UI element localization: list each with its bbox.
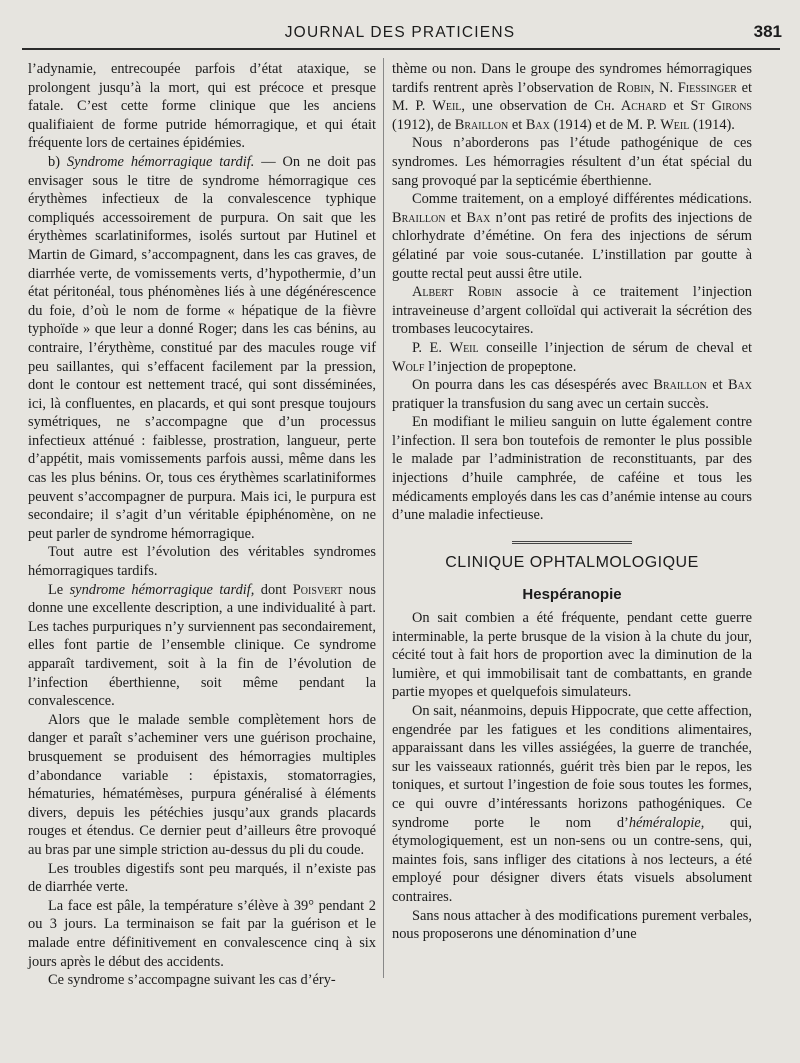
author-name: Weil [432, 98, 462, 115]
paragraph: Nous n’aborderons pas l’étude pathogénique de ces syndromes. Les hémorragies résultent d’un état spécial du sang provoqué par la septicémie éberthienne. [392, 135, 752, 189]
term: héméralopie, [628, 814, 705, 831]
page-header [0, 18, 800, 48]
section-divider [512, 541, 632, 544]
text: et [445, 209, 467, 226]
author-name: Robin [616, 79, 651, 96]
text: qui, étymologiquement, est un non-sens ou un contre-sens, qui, maintes fois, sans infliger des citations à nos lecteurs, a été employé pour désigner divers états visuels absolument contraires. [392, 814, 752, 905]
author-name: Poisvert [292, 581, 343, 598]
paragraph: On sait combien a été fréquente, pendant cette guerre interminable, la perte brusque de la vision à la chute du jour, cécité tout à fait hors de proportion avec la diminution de la lumière, et qui immobilisait tant de combattants, en grande partie myopes et quelquefois simulateurs. [392, 610, 752, 701]
header-rule [22, 48, 780, 50]
text: nous donne une excellente description, a une individualité à part. Les taches purpuriques n’y surviennent pas secondairement, elles font partie de l’ensemble clinique. Ce syndrome apparaît tardivement, soit à la fin de l’évolution de l’infection éberthienne, soit même pendant la convalescence. [28, 581, 376, 710]
author-name: Braillon [454, 116, 509, 133]
paragraph-transfusion [392, 376, 752, 413]
text: , N. [650, 79, 678, 96]
inline-title: syndrome hémorragique tardif, [69, 581, 255, 598]
text: et [508, 116, 526, 133]
paragraph-treatment [392, 190, 752, 283]
text: On sait, néanmoins, depuis Hippocrate, que cette affection, engendrée par les fatigues et les conditions alimentaires, apparaissant dans les villes assiégées, la guerre de tranchée, sur les vaisseaux rationnés, guérit très bien par le repos, les toniques, et surtout l’ingestion de foie sous toutes les formes, ce qui ouvre d’intéressants horizons pathogéniques. Ce syndrome porte le nom d’ [392, 703, 752, 831]
subsection-title: Syndrome hémorragique tardif. [66, 153, 255, 170]
text: (1914). [689, 116, 735, 133]
page-number: 381 [753, 22, 782, 41]
paragraph-poisvert [28, 581, 376, 711]
paragraph-text: — On ne doit pas envisager sous le titre de syndrome hémorragique ces érythèmes infectieux de la convalescence typhique compliqués accessoirement de purpura. On sait que les érythèmes scarlatiniformes, isolés surtout par Hutinel et Martin de Gimard, s’accompagnent, dans les cas graves, de diarrhée verte, de vomissements verts, d’hypothermie, d’un état péritonéal, tous phénomènes liés à une dégénérescence du foie, d’où le nom de forme « hépatique de la fièvre typhoïde » que leur a donné Roger; dans les cas bénins, au contraire, l’érythème, constitué par des macules rouge vif peu saillantes, qui s’effacent facilement par la pression, dont le contour est nettement tracé, qui sont disséminées, ici, là confluentes, en placards, et qui sont presque toujours symétriques, ne s’accompagne que d’un processus infectieux atténué : faiblesse, prostration, langueur, perte d’appétit, mais vomissements parfois aussi, même dans les cas les plus bénins. Or, tous ces érythèmes scarlatiniformes peuvent s’accompagner de purpura. Mais ici, le purpura est secondaire; il s’agit d’un véritable épiphénomène, on ne peut parler de syndrome hémorragique. [28, 153, 376, 542]
author-name: Braillon [653, 377, 707, 394]
left-column [28, 60, 376, 990]
text: thème ou non. Dans le groupe des syndromes hémorragiques tardifs rentrent après l’observation de [392, 61, 752, 96]
paragraph: La face est pâle, la température s’élève à 39° pendant 2 ou 3 jours. La terminaison se fait par la guérison et le malade entre définitivement en convalescence cinq à six jours après le début des accidents. [28, 897, 376, 970]
text: Comme traitement, on a employé différentes médications. [412, 191, 752, 208]
article-title: Hespéranopie [522, 586, 622, 604]
text: On pourra dans les cas désespérés avec [412, 377, 654, 394]
paragraph: Les troubles digestifs sont peu marqués, il n’existe pas de diarrhée verte. [28, 860, 376, 896]
author-name: Wolf [392, 358, 425, 375]
text: associe à ce traitement l’injection intraveineuse d’argent colloïdal qui activerait la sécrétion des trombases leucocytaires. [392, 284, 752, 338]
text: n’ont pas retiré de profits des injections de chlorhydrate d’émétine. On fera des injections de sérum gélatiné par voie sous-cutanée. L’instillation par goutte à goutte rectal peut aussi être utile. [392, 209, 752, 282]
text: (1914) et de M. P. [549, 116, 661, 133]
paragraph: Alors que le malade semble complètement hors de danger et paraît s’acheminer vers une guérison prochaine, brusquement se produisent des hémorragies multiples d’abondance variable : épistaxis, stomatorragies, hématuries, hématémèses, purpura généralisé à éléments divers, depuis les pétéchies jusqu’aux grands placards rouges et étendus. Ce dernier peut d’ailleurs être provoqué au bras par une simple striction au-dessus du pli du coude. [28, 711, 376, 858]
paragraph-observations [392, 60, 752, 134]
author-name: Weil [449, 339, 479, 356]
paragraph-albert-robin [392, 283, 752, 339]
paragraph: Sans nous attacher à des modifications purement verbales, nous proposerons une dénomination d’une [392, 907, 752, 943]
item-label: b) [48, 153, 60, 170]
author-name: Bax [525, 116, 550, 133]
paragraph-weil [392, 339, 752, 376]
text: , une observation de [461, 98, 595, 115]
paragraph: l’adynamie, entrecoupée parfois d’état ataxique, se prolongent jusqu’à la mort, qui est précoce et presque fatale. C’est cette forme clinique que les anciens qualifiaient de forme putride hémorragique, et qui était fréquente lors de certaines épidémies. [28, 61, 376, 152]
text: Le [48, 581, 70, 598]
text: conseille l’injection de sérum de cheval et [478, 339, 752, 356]
text: et M. P. [392, 79, 752, 115]
text: pratiquer la transfusion du sang avec un certain succès. [392, 395, 709, 412]
paragraph: Ce syndrome s’accompagne suivant les cas d’éry- [48, 972, 336, 989]
running-title: JOURNAL DES PRATICIENS [284, 24, 516, 41]
text: (1912), de [392, 116, 455, 133]
author-name: Albert Robin [412, 284, 502, 301]
section-title: CLINIQUE OPHTALMOLOGIQUE [445, 553, 699, 571]
author-name: Fiessinger [677, 79, 737, 96]
text: et [666, 98, 691, 115]
paragraph: Tout autre est l’évolution des véritables syndromes hémorragiques tardifs. [28, 544, 376, 580]
author-name: Bax [727, 377, 752, 394]
author-name: Braillon [392, 209, 446, 226]
column-divider [383, 58, 384, 978]
text: dont [254, 581, 293, 598]
text: l’injection de propeptone. [424, 358, 577, 375]
text: et [706, 377, 728, 394]
text: P. E. [412, 339, 450, 356]
paragraph-hemeralopie [392, 702, 752, 907]
author-name: St Girons [690, 98, 752, 115]
paragraph: En modifiant le milieu sanguin on lutte également contre l’infection. Il sera bon toutefois de remonter le plus possible le malade par l’administration de reconstituants, par des injections d’huile camphrée, de caféine et tous les médicaments employés dans les cas d’anémie intense au cours d’une maladie infectieuse. [392, 414, 752, 524]
paragraph-syndrome-tardif [28, 153, 376, 543]
right-column [392, 60, 752, 944]
author-name: Bax [466, 209, 491, 226]
author-name: Ch. Achard [594, 98, 667, 115]
author-name: Weil [660, 116, 690, 133]
